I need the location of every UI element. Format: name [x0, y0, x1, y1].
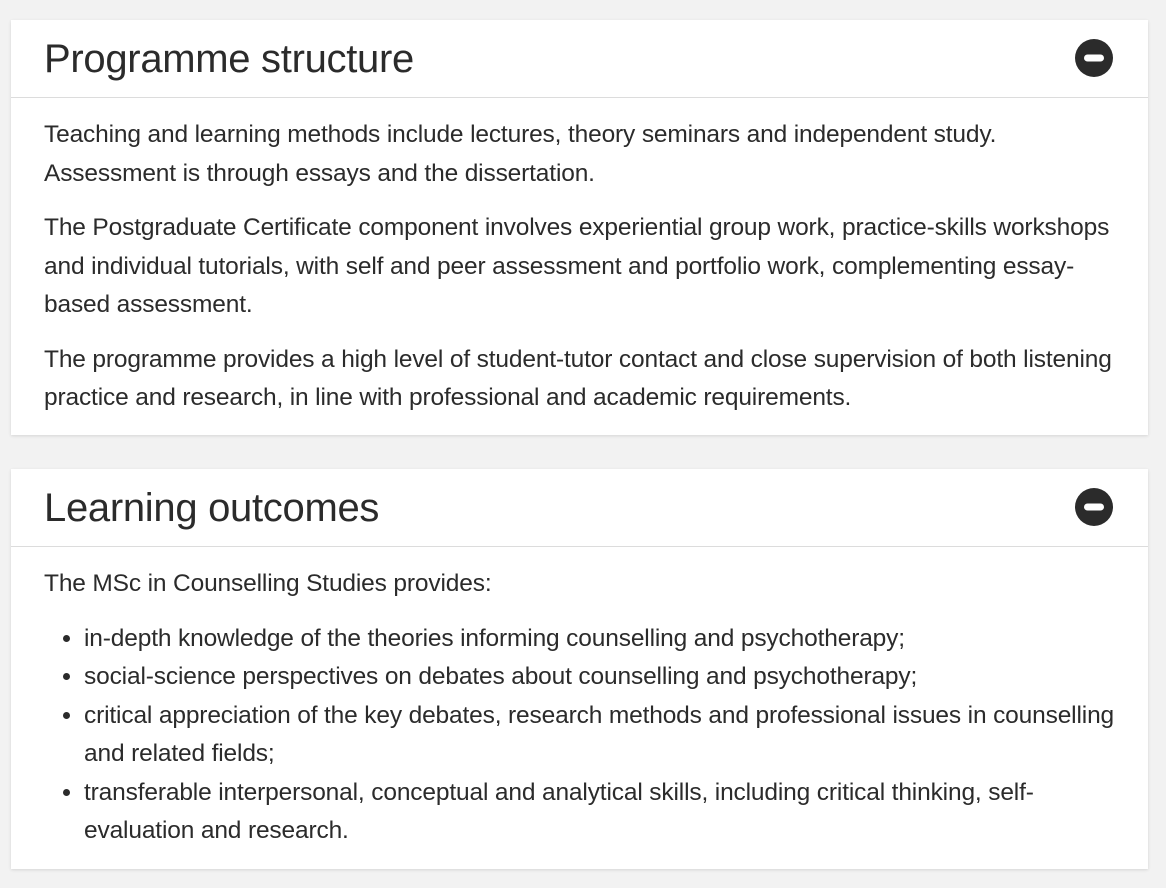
- paragraph: The programme provides a high level of student-tutor contact and close supervision of both listening practice and research, in line with professional and academic requirements.: [44, 345, 1112, 411]
- collapse-toggle-button[interactable]: [1075, 488, 1113, 526]
- intro-text: The MSc in Counselling Studies provides:: [44, 570, 492, 597]
- list-item: • in-depth knowledge of the theories informing counselling and psychotherapy;: [84, 620, 1115, 659]
- programme-structure-panel: [11, 20, 1148, 435]
- paragraph: The Postgraduate Certificate component involves experiential group work, practice-skills workshops and individual tutorials, with self and peer assessment and portfolio work, complementing essay-based assessment.: [44, 214, 1110, 318]
- list-item: • social-science perspectives on debates about counselling and psychotherapy;: [84, 658, 1115, 697]
- collapse-toggle-button[interactable]: [1075, 39, 1113, 77]
- panel-header[interactable]: [11, 469, 1148, 547]
- panel-title: Programme structure: [44, 37, 414, 81]
- panel-header[interactable]: [11, 20, 1148, 98]
- paragraph: Teaching and learning methods include lectures, theory seminars and independent study. Assessment is through essays and the dissertation.: [44, 121, 997, 187]
- list-item: • critical appreciation of the key debates, research methods and professional issues in counselling and related fields;: [84, 697, 1115, 774]
- list-item: • transferable interpersonal, conceptual and analytical skills, including critical thinking, self-evaluation and research.: [84, 774, 1115, 851]
- learning-outcomes-panel: [11, 469, 1148, 869]
- panel-body: [11, 547, 1148, 851]
- minus-circle-icon: [1075, 488, 1113, 526]
- outcomes-list: [44, 620, 1115, 851]
- panel-title: Learning outcomes: [44, 486, 380, 530]
- minus-circle-icon: [1075, 39, 1113, 77]
- panel-body: [11, 98, 1148, 418]
